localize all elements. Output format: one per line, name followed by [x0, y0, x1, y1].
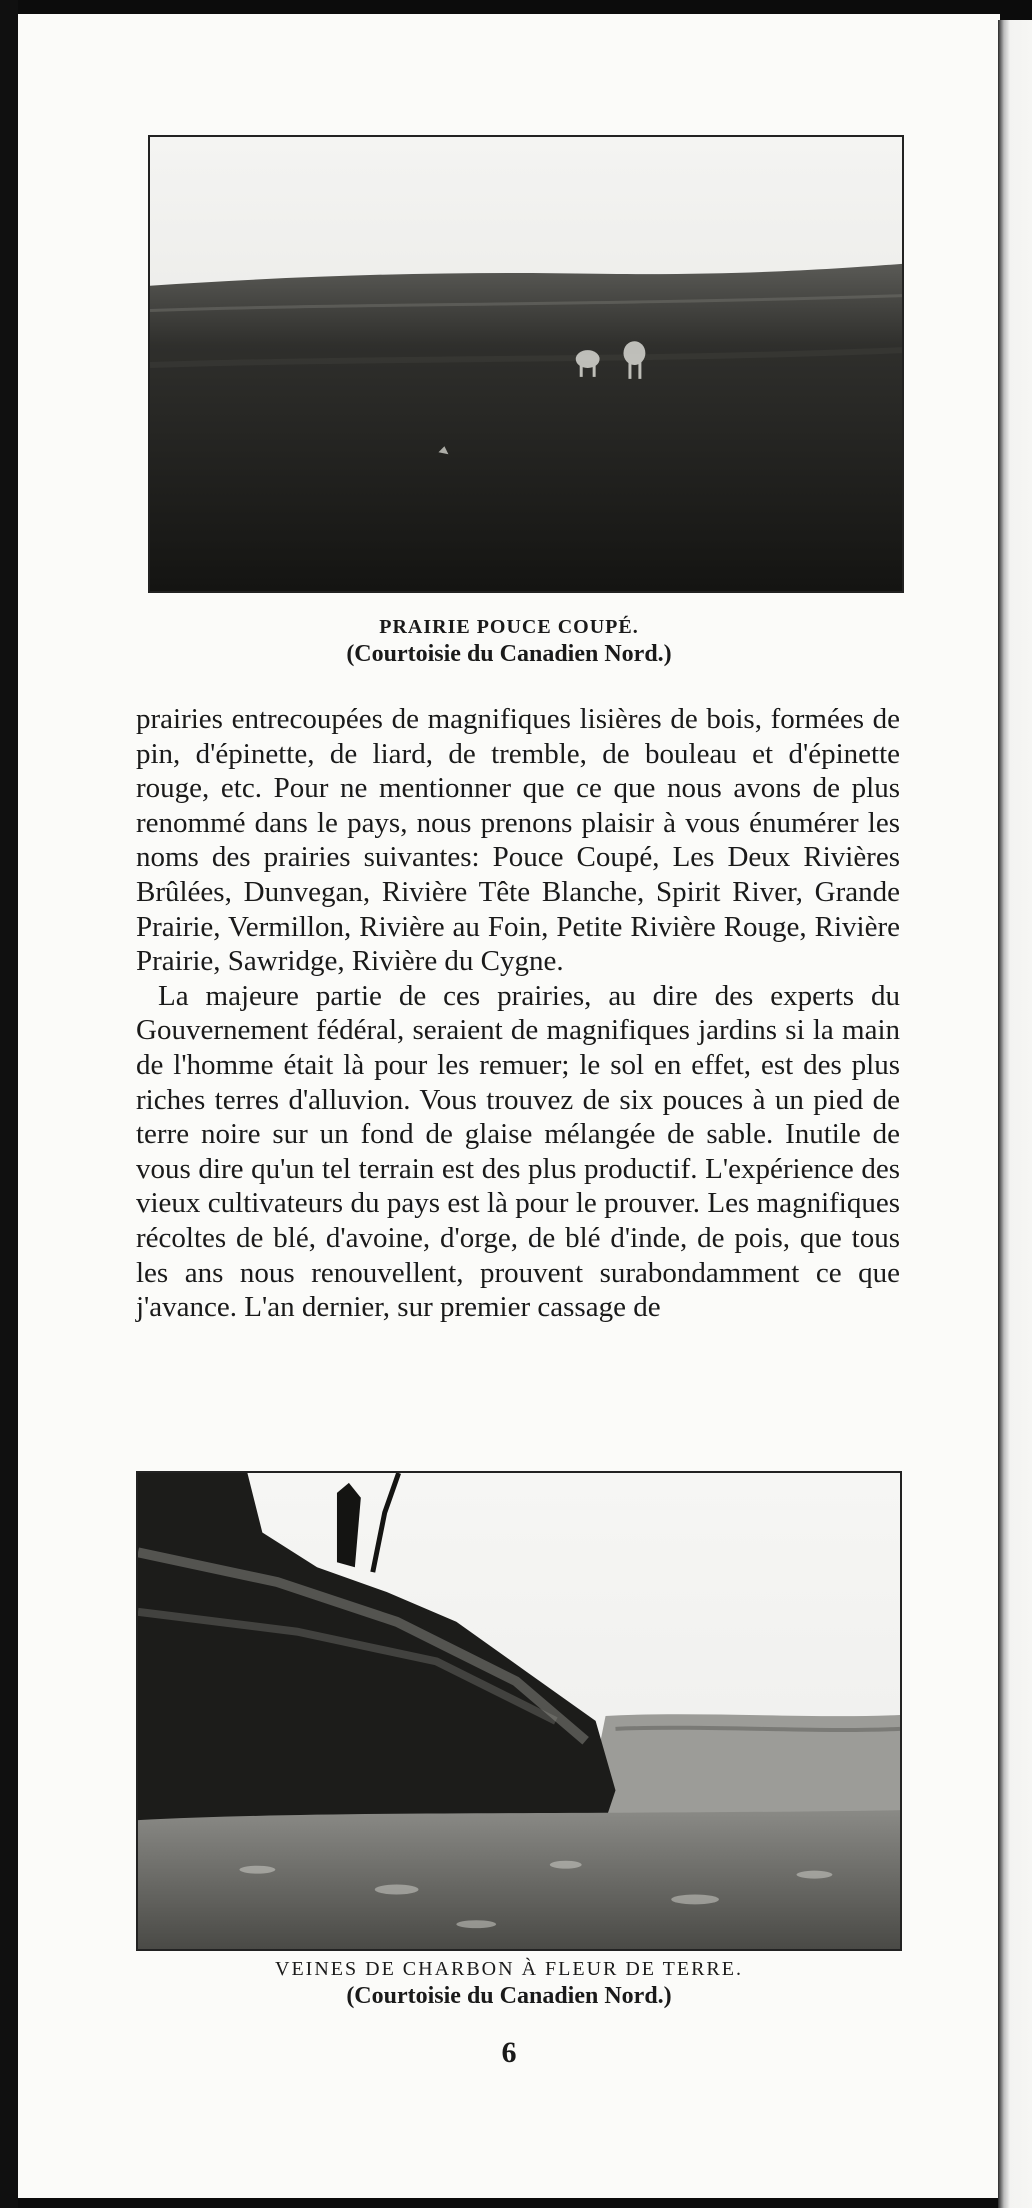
photo1-caption-title: PRAIRIE POUCE COUPÉ.	[379, 616, 639, 638]
next-page-edge	[998, 20, 1032, 2208]
coal-veins-photo	[136, 1471, 902, 1951]
photo1-caption	[18, 616, 1000, 668]
photo1-caption-credit: (Courtoisie du Canadien Nord.)	[346, 641, 672, 667]
page-number: 6	[501, 2036, 517, 2069]
prairie-photo	[148, 135, 904, 593]
paragraph-2: La majeure partie de ces prairies, au dire des experts du Gouvernement fédéral, seraient de magnifiques jardins si la main de l'homme était là pour les remuer; le sol en effet, est des plus riches terres d'alluvion. Vous trouvez de six pouces à un pied de terre noire sur un fond de glaise mélangée de sable. Inutile de vous dire qu'un tel terrain est des plus productif. L'expérience des vieux cultivateurs du pays est là pour le prouver. Les magnifiques récoltes de blé, d'avoine, d'orge, de blé d'inde, de pois, que tous les ans nous renouvellent, prouvent surabondamment ce que j'avance. L'an dernier, sur premier cassage de	[136, 979, 900, 1324]
photo2-caption-credit: (Courtoisie du Canadien Nord.)	[346, 1983, 672, 2009]
body-text	[136, 702, 900, 1325]
paragraph-1: prairies entrecoupées de magnifiques lisières de bois, formées de pin, d'épinette, de liard, de tremble, de bouleau et d'épinette rouge, etc. Pour ne mentionner que ce que nous avons de plus renommé dans le pays, nous prenons plaisir à vous énumérer les noms des prairies suivantes: Pouce Coupé, Les Deux Rivières Brûlées, Dunvegan, Rivière Tête Blanche, Spirit River, Grande Prairie, Vermillon, Rivière au Foin, Petite Rivière Rouge, Rivière Prairie, Sawridge, Rivière du Cygne.	[136, 703, 900, 978]
scan-left-edge	[0, 0, 18, 2208]
document-page	[18, 14, 1000, 2198]
photo2-caption-title: VEINES DE CHARBON À FLEUR DE TERRE.	[275, 1958, 743, 1980]
photo2-caption	[18, 1958, 1000, 2010]
